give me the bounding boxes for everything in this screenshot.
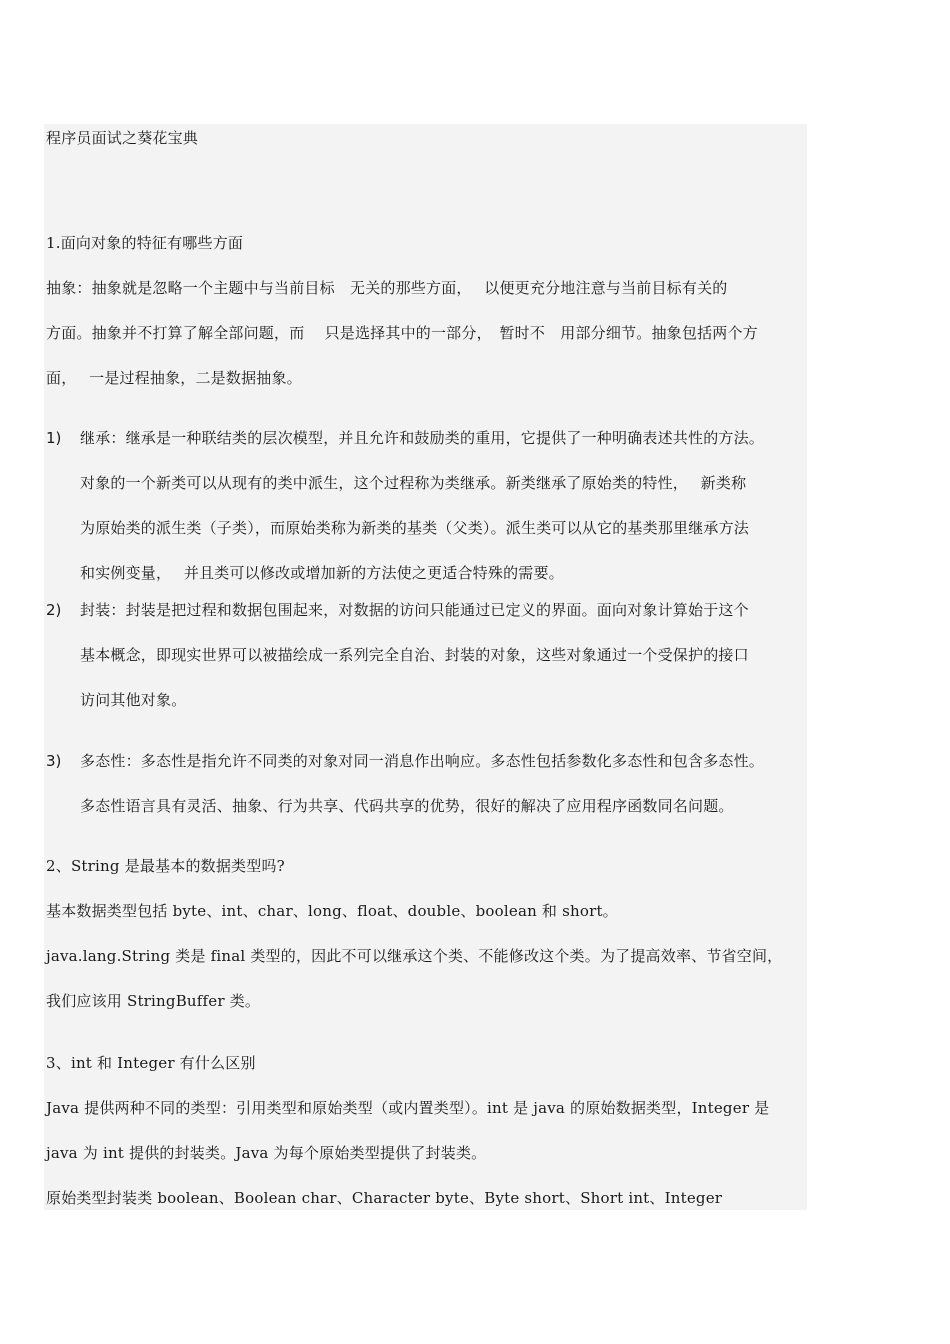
- q3-line-2: java 为 int 提供的封装类。Java 为每个原始类型提供了封装类。: [46, 1144, 487, 1162]
- inheritance-line-2: 对象的一个新类可以从现有的类中派生，这个过程称为类继承。新类继承了原始类的特性， 新类称: [80, 474, 747, 492]
- q2-heading: 2、String 是最基本的数据类型吗?: [46, 857, 285, 875]
- q1-abstraction-line-3: 面， 一是过程抽象，二是数据抽象。: [46, 369, 302, 387]
- q1-heading: 1.面向对象的特征有哪些方面: [46, 234, 244, 252]
- polymorphism-line-2: 多态性语言具有灵活、抽象、行为共享、代码共享的优势，很好的解决了应用程序函数同名问题。: [80, 797, 734, 815]
- inheritance-line-1: 继承：继承是一种联结类的层次模型，并且允许和鼓励类的重用，它提供了一种明确表述共性的方法。: [80, 429, 765, 447]
- q3-line-3: 原始类型封装类 boolean、Boolean char、Character byte、Byte short、Short int、Integer: [46, 1189, 723, 1207]
- polymorphism-line-1: 多态性：多态性是指允许不同类的对象对同一消息作出响应。多态性包括参数化多态性和包含多态性。: [80, 752, 765, 770]
- q3-heading: 3、int 和 Integer 有什么区别: [46, 1054, 256, 1072]
- list-item-number: 3): [46, 752, 62, 770]
- q1-abstraction-line-1: 抽象：抽象就是忽略一个主题中与当前目标 无关的那些方面， 以便更充分地注意与当前目标有关的: [46, 279, 728, 297]
- q2-line-2: java.lang.String 类是 final 类型的，因此不可以继承这个类、不能修改这个类。为了提高效率、节省空间，: [46, 947, 783, 965]
- list-item-number: 2): [46, 601, 62, 619]
- q2-line-1: 基本数据类型包括 byte、int、char、long、float、double、boolean 和 short。: [46, 902, 618, 920]
- q1-abstraction-line-2: 方面。抽象并不打算了解全部问题，而 只是选择其中的一部分， 暂时不 用部分细节。抽象包括两个方: [46, 324, 758, 342]
- inheritance-line-3: 为原始类的派生类（子类），而原始类称为新类的基类（父类）。派生类可以从它的基类那里继承方法: [80, 519, 750, 537]
- q2-line-3: 我们应该用 StringBuffer 类。: [46, 992, 261, 1010]
- q3-line-1: Java 提供两种不同的类型：引用类型和原始类型（或内置类型）。int 是 java 的原始数据类型，Integer 是: [46, 1099, 770, 1117]
- encapsulation-line-2: 基本概念，即现实世界可以被描绘成一系列完全自治、封装的对象，这些对象通过一个受保护的接口: [80, 646, 749, 664]
- document-title: 程序员面试之葵花宝典: [46, 129, 199, 147]
- inheritance-line-4: 和实例变量， 并且类可以修改或增加新的方法使之更适合特殊的需要。: [80, 564, 564, 582]
- encapsulation-line-3: 访问其他对象。: [80, 691, 187, 709]
- list-item-number: 1): [46, 429, 62, 447]
- encapsulation-line-1: 封装：封装是把过程和数据包围起来，对数据的访问只能通过已定义的界面。面向对象计算始于这个: [80, 601, 749, 619]
